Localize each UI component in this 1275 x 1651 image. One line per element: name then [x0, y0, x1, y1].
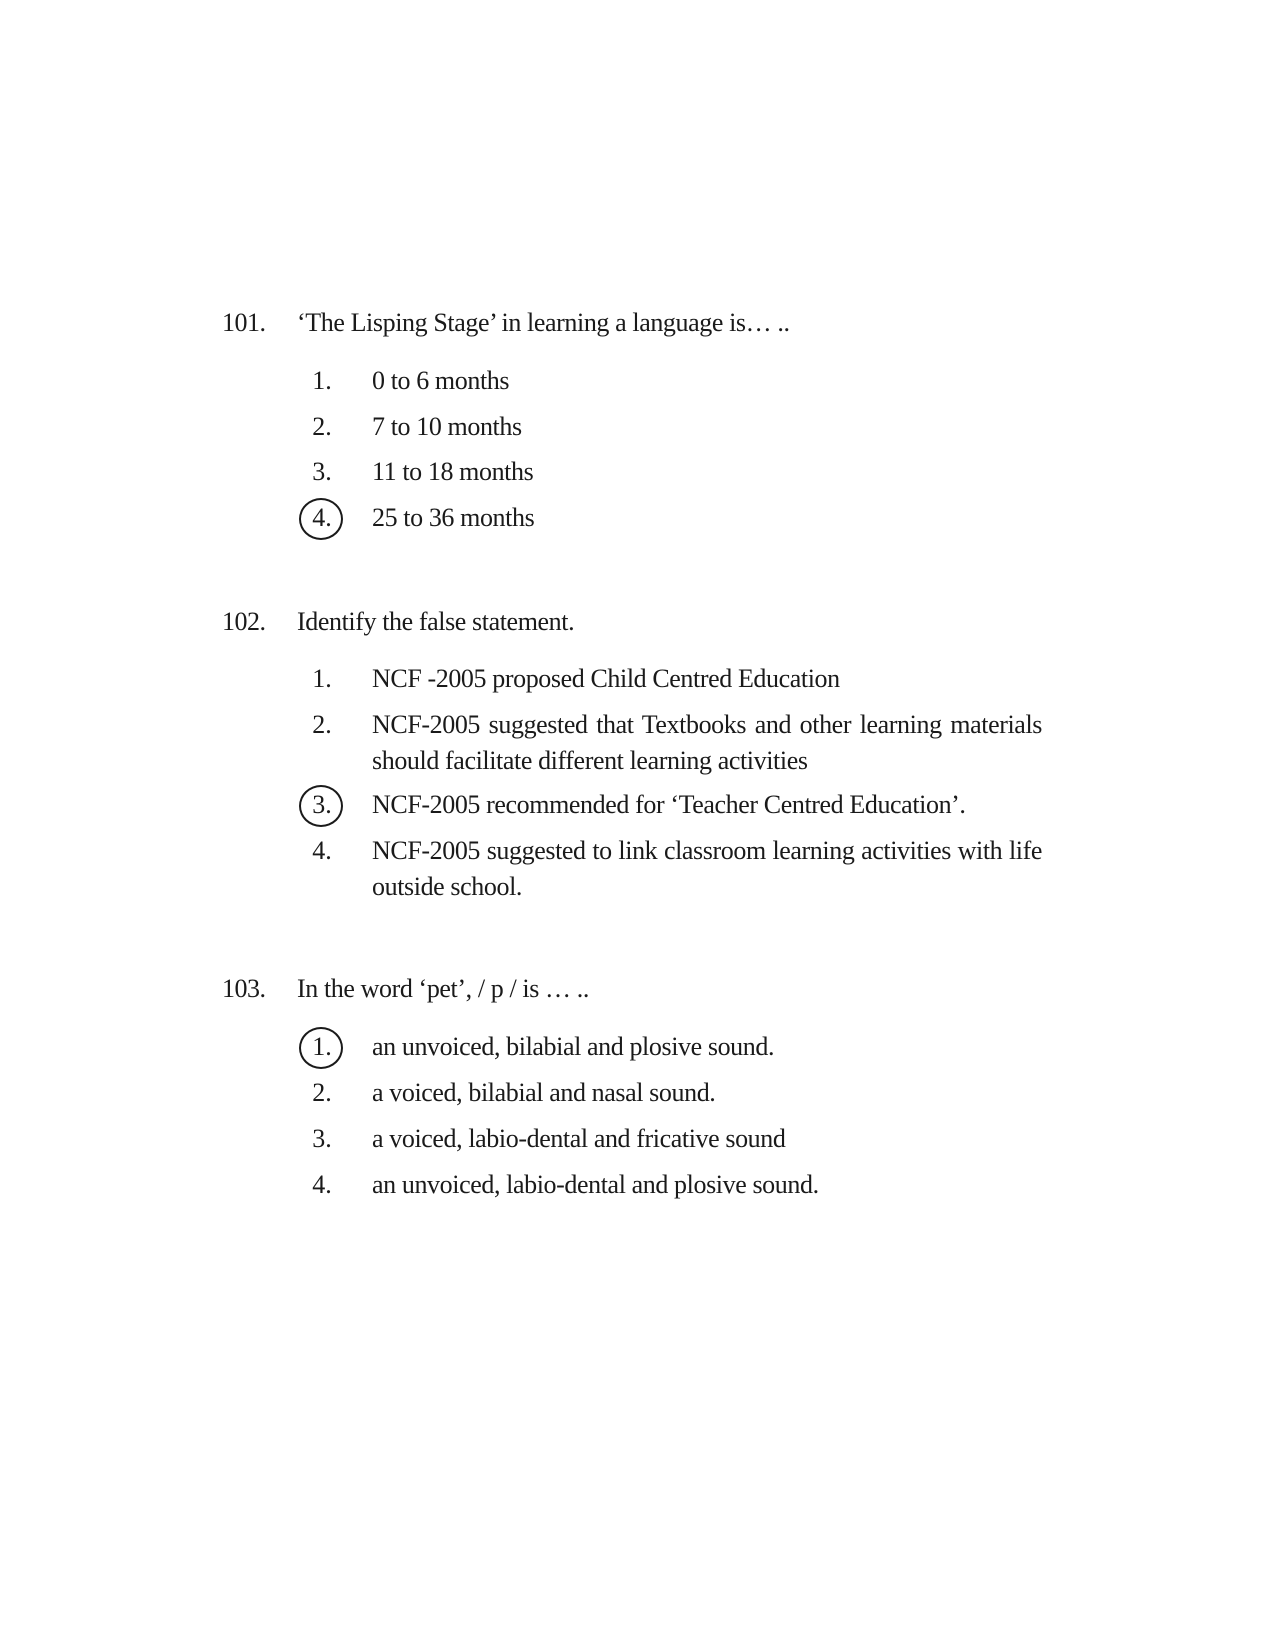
question-number: 103.	[222, 974, 266, 1003]
question-stem	[222, 306, 1042, 346]
circled-answer-mark: 1.	[300, 1029, 344, 1065]
question-stem	[222, 972, 1042, 1012]
question-text: ‘The Lisping Stage’ in learning a language is… ..	[297, 308, 790, 337]
option-text: 0 to 6 months	[372, 366, 510, 395]
option-number: 2.	[312, 1078, 332, 1107]
option-text: 7 to 10 months	[372, 412, 522, 441]
option-number: 4.	[312, 836, 332, 865]
question-103	[222, 972, 1042, 1199]
option-number: 4.	[312, 1170, 332, 1199]
option-number: 1.	[312, 664, 332, 693]
question-102	[222, 605, 1042, 901]
option-number: 3.	[312, 1124, 332, 1153]
option-number: 3.	[312, 457, 332, 486]
question-text: Identify the false statement.	[297, 607, 575, 636]
option-text: 11 to 18 months	[372, 457, 534, 486]
question-number: 101.	[222, 308, 266, 337]
option-text: an unvoiced, bilabial and plosive sound.	[372, 1032, 775, 1061]
option-text: an unvoiced, labio-dental and plosive sound.	[372, 1170, 819, 1199]
option-text: a voiced, labio-dental and fricative sound	[372, 1124, 786, 1153]
option-text: NCF-2005 suggested that Textbooks and other learning materials should facilitate different learning activities	[372, 710, 1042, 775]
option-number: 1.	[312, 366, 332, 395]
option-text: a voiced, bilabial and nasal sound.	[372, 1078, 716, 1107]
option-text: NCF -2005 proposed Child Centred Education	[372, 664, 840, 693]
question-101	[222, 306, 1042, 532]
question-number: 102.	[222, 607, 266, 636]
option-text: NCF-2005 recommended for ‘Teacher Centred Education’.	[372, 790, 966, 819]
circled-answer-mark: 4.	[300, 500, 344, 536]
question-text: In the word ‘pet’, / p / is … ..	[297, 974, 589, 1003]
option-number: 2.	[312, 412, 332, 441]
option-text: 25 to 36 months	[372, 503, 535, 532]
circled-answer-mark: 3.	[300, 787, 344, 823]
question-stem	[222, 605, 1042, 645]
option-text: NCF-2005 suggested to link classroom learning activities with life outside school.	[372, 836, 1042, 901]
option-number: 2.	[312, 710, 332, 739]
